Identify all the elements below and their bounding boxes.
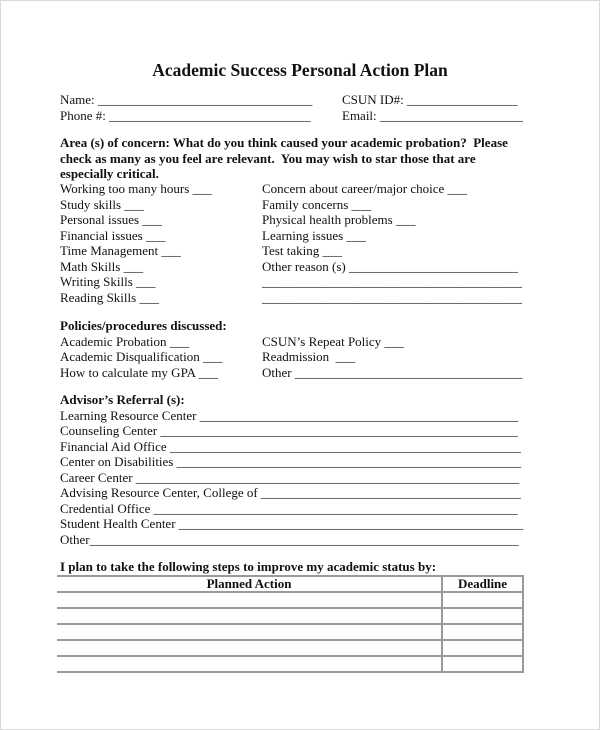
- csun-id-field[interactable]: CSUN ID#: _________________: [342, 92, 518, 107]
- concern-item[interactable]: Financial issues ___: [60, 227, 166, 243]
- policy-item[interactable]: Academic Probation ___: [60, 333, 190, 349]
- referral-item[interactable]: Other__________________________________________________________________: [60, 531, 519, 547]
- policy-other-field[interactable]: Other ___________________________________: [262, 364, 523, 380]
- concern-item[interactable]: Learning issues ___: [262, 227, 366, 243]
- referral-item[interactable]: Financial Aid Office ______________________________________________________: [60, 438, 521, 454]
- page-title: Academic Success Personal Action Plan: [152, 60, 448, 80]
- referrals-heading: Advisor’s Referral (s):: [60, 392, 185, 407]
- name-field[interactable]: Name: _________________________________: [60, 92, 313, 107]
- table-row: [57, 608, 523, 624]
- concern-item[interactable]: Family concerns ___: [262, 196, 372, 212]
- table-row: [57, 640, 523, 656]
- deadline-cell[interactable]: [442, 640, 523, 656]
- deadline-header: Deadline: [442, 576, 523, 592]
- deadline-cell[interactable]: [442, 608, 523, 624]
- table-row: [57, 656, 523, 672]
- policy-item[interactable]: How to calculate my GPA ___: [60, 364, 219, 380]
- referral-item[interactable]: Counseling Center _______________________________________________________: [60, 423, 518, 438]
- table-row: [57, 624, 523, 640]
- concern-item[interactable]: Study skills ___: [60, 196, 144, 212]
- email-field[interactable]: Email: ______________________: [342, 108, 523, 123]
- referral-item[interactable]: Center on Disabilities _____________________________________________________: [60, 454, 522, 469]
- concern-item[interactable]: Personal issues ___: [60, 212, 162, 227]
- table-row: [57, 592, 523, 608]
- concern-item[interactable]: Concern about career/major choice ___: [262, 181, 468, 196]
- concern-item[interactable]: Writing Skills ___: [60, 274, 156, 289]
- planned-action-cell[interactable]: [57, 640, 442, 656]
- referral-item[interactable]: Student Health Center _____________________________________________________: [60, 516, 524, 531]
- phone-field[interactable]: Phone #: _______________________________: [60, 108, 311, 123]
- planned-action-cell[interactable]: [57, 608, 442, 624]
- planned-action-cell[interactable]: [57, 592, 442, 608]
- policy-item[interactable]: CSUN’s Repeat Policy ___: [262, 333, 404, 349]
- concerns-heading-line-3: especially critical.: [60, 166, 159, 181]
- concern-item[interactable]: Reading Skills ___: [60, 289, 159, 305]
- concern-other-reason-field[interactable]: Other reason (s) __________________________: [262, 258, 518, 274]
- referral-item[interactable]: Learning Resource Center _________________________________________________: [60, 407, 519, 423]
- concern-item[interactable]: Working too many hours ___: [60, 181, 213, 196]
- plan-table: [57, 575, 524, 673]
- plan-heading: I plan to take the following steps to improve my academic status by:: [60, 559, 437, 574]
- concern-item[interactable]: Math Skills ___: [60, 258, 144, 274]
- referral-item[interactable]: Advising Resource Center, College of ________________________________________: [60, 485, 521, 500]
- plan-table-header: [57, 576, 523, 592]
- referral-item[interactable]: Career Center ___________________________________________________________: [60, 469, 520, 485]
- planned-action-cell[interactable]: [57, 656, 442, 672]
- concerns-heading-line-1: Area (s) of concern: What do you think caused your academic probation? Please: [60, 135, 508, 150]
- deadline-cell[interactable]: [442, 656, 523, 672]
- concern-other-line[interactable]: ________________________________________: [262, 289, 522, 305]
- policy-item[interactable]: Academic Disqualification ___: [60, 349, 223, 364]
- concern-item[interactable]: Test taking ___: [262, 243, 342, 258]
- policy-item[interactable]: Readmission ___: [262, 349, 356, 364]
- concerns-heading-line-2: check as many as you feel are relevant. You may wish to star those that are: [60, 150, 476, 166]
- policies-heading: Policies/procedures discussed:: [60, 318, 227, 333]
- concern-other-line[interactable]: ________________________________________: [262, 274, 522, 289]
- concern-item[interactable]: Physical health problems ___: [262, 212, 416, 227]
- planned-action-header: Planned Action: [57, 576, 442, 592]
- referral-item[interactable]: Credential Office ________________________________________________________: [60, 500, 518, 516]
- deadline-cell[interactable]: [442, 624, 523, 640]
- deadline-cell[interactable]: [442, 592, 523, 608]
- planned-action-cell[interactable]: [57, 624, 442, 640]
- concern-item[interactable]: Time Management ___: [60, 243, 181, 258]
